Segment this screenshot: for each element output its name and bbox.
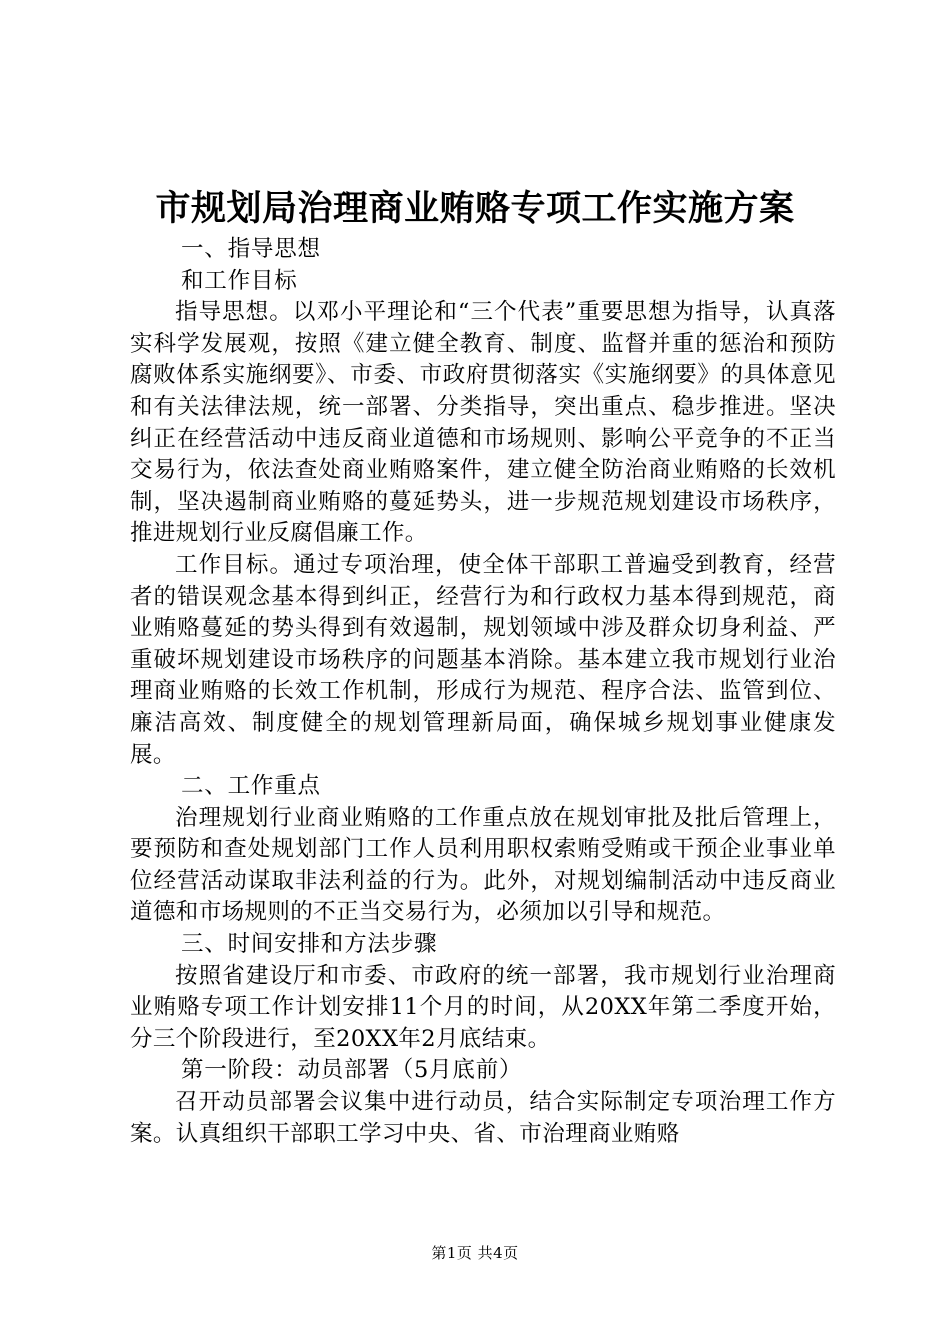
page-footer: 第1页 共4页 xyxy=(431,1244,519,1262)
paragraph: 治理规划行业商业贿赂的工作重点放在规划审批及批后管理上，要预防和查处规划部门工作人员利用职权索贿受贿或干预企业事业单位经营活动谋取非法利益的行为。此外，对规划编制活动中违反商业道德和市场规则的不正当交易行为，必须加以引导和规范。 xyxy=(130,804,836,926)
paragraph: 按照省建设厅和市委、市政府的统一部署，我市规划行业治理商业贿赂专项工作计划安排11个月的时间，从20XX年第二季度开始，分三个阶段进行，至20XX年2月底结束。 xyxy=(130,962,836,1052)
section-heading: 三、时间安排和方法步骤 xyxy=(181,931,438,958)
section-heading: 一、指导思想 xyxy=(181,236,321,262)
paragraph: 召开动员部署会议集中进行动员，结合实际制定专项治理工作方案。认真组织干部职工学习中央、省、市治理商业贿赂 xyxy=(130,1089,836,1147)
document-title: 市规划局治理商业贿赂专项工作实施方案 xyxy=(155,188,795,229)
section-heading: 第一阶段：动员部署（5月底前） xyxy=(181,1057,523,1084)
section-heading: 和工作目标 xyxy=(181,267,298,294)
section-heading: 二、工作重点 xyxy=(181,773,321,800)
paragraph: 指导思想。以邓小平理论和“三个代表”重要思想为指导，认真落实科学发展观，按照《建立健全教育、制度、监督并重的惩治和预防腐败体系实施纲要》、市委、市政府贯彻落实《实施纲要》的具体意见和有关法律法规，统一部署、分类指导，突出重点、稳步推进。坚决纠正在经营活动中违反商业道德和市场规则、影响公平竞争的不正当交易行为，依法查处商业贿赂案件，建立健全防治商业贿赂的长效机制，坚决遏制商业贿赂的蔓延势头，进一步规范规划建设市场秩序，推进规划行业反腐倡廉工作。 xyxy=(130,299,836,547)
document-body xyxy=(130,234,836,1150)
paragraph: 工作目标。通过专项治理，使全体干部职工普遍受到教育，经营者的错误观念基本得到纠正，经营行为和行政权力基本得到规范，商业贿赂蔓延的势头得到有效遏制，规划领域中涉及群众切身利益、严重破坏规划建设市场秩序的问题基本消除。基本建立我市规划行业治理商业贿赂的长效工作机制，形成行为规范、程序合法、监管到位、廉洁高效、制度健全的规划管理新局面，确保城乡规划事业健康发展。 xyxy=(130,551,836,768)
